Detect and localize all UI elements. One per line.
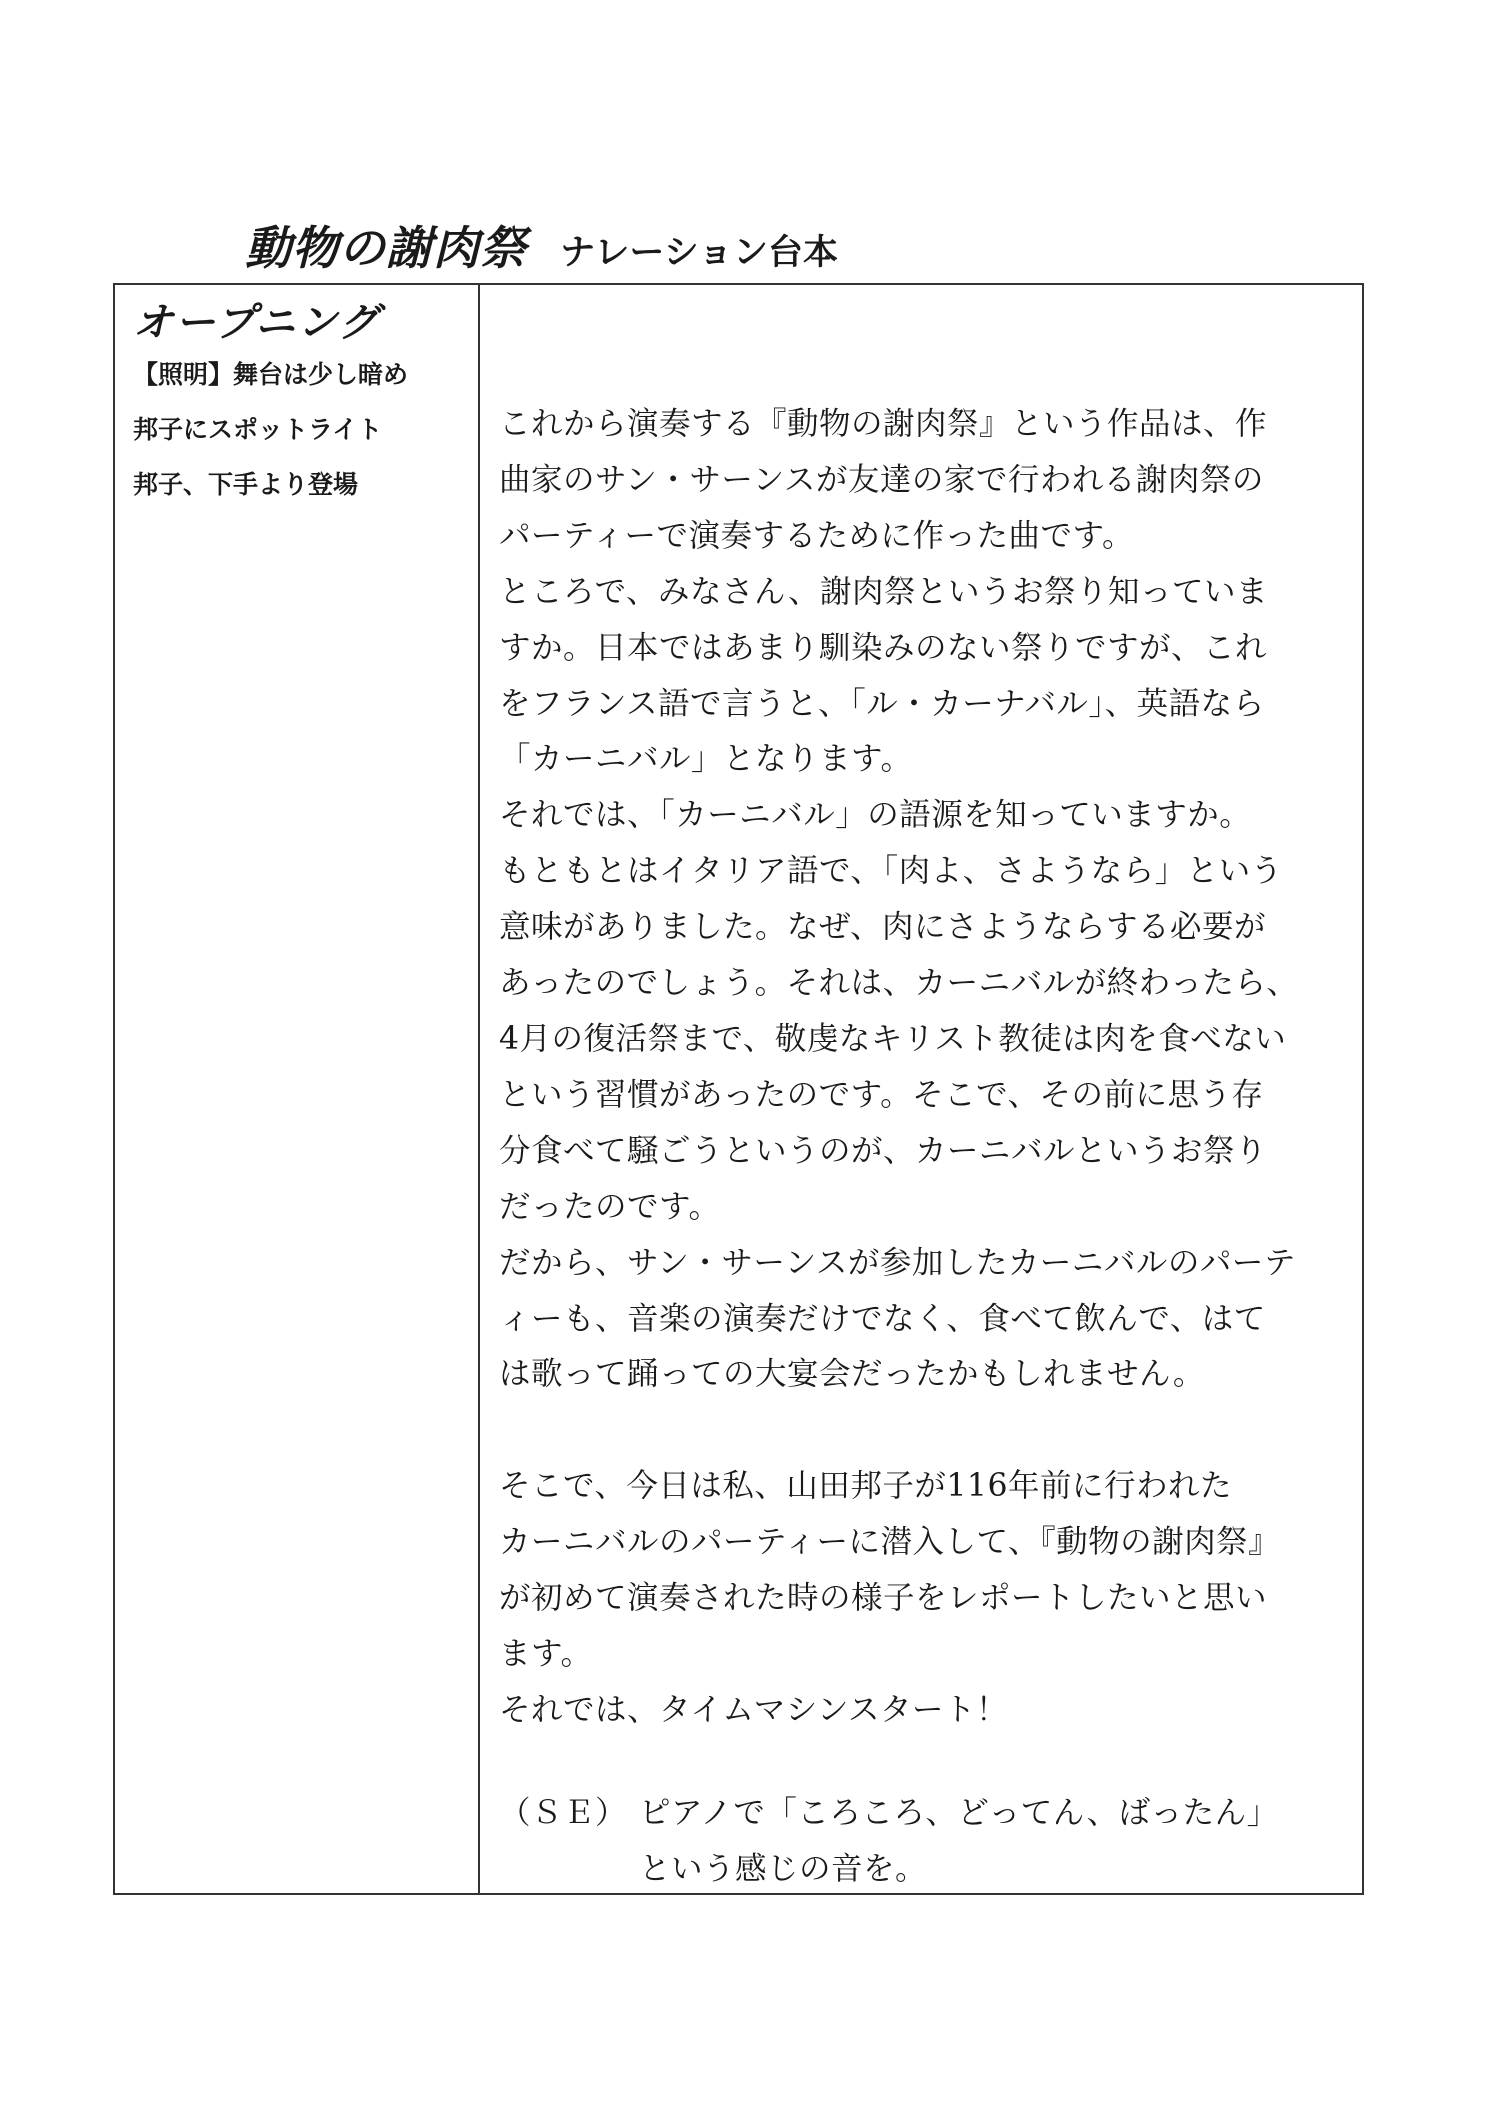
sound-effect-note <box>499 1785 1279 1897</box>
sound-effect-label: （ＳＥ） <box>499 1795 628 1831</box>
sound-effect-line-2: という感じの音を。 <box>639 1851 928 1887</box>
narration-column <box>480 285 1362 1893</box>
narration-line: が初めて演奏された時の様子をレポートしたいと思い <box>499 1580 1268 1617</box>
stage-directions-column <box>115 285 480 1893</box>
narration-line: ところで、みなさん、謝肉祭というお祭り知っていま <box>499 573 1268 610</box>
cue-lighting: 【照明】舞台は少し暗め <box>133 360 409 389</box>
cue-entrance: 邦子、下手より登場 <box>133 470 359 499</box>
narration-line: 意味がありました。なぜ、肉にさようならする必要が <box>499 909 1267 946</box>
narration-line: という習慣があったのです。そこで、その前に思う存 <box>499 1076 1264 1113</box>
script-table <box>113 283 1364 1895</box>
title-subtitle: ナレーション台本 <box>560 233 838 273</box>
narration-line: あったのでしょう。それは、カーニバルが終わったら、 <box>499 965 1299 1002</box>
narration-line: だったのです。 <box>499 1188 721 1225</box>
narration-line: それでは、「カーニバル」の語源を知っていますか。 <box>499 797 1252 834</box>
cue-spotlight: 邦子にスポットライト <box>133 415 383 444</box>
narration-line: 曲家のサン・サーンスが友達の家で行われる謝肉祭の <box>499 461 1264 498</box>
sound-effect-line-1: ピアノで「ころころ、どってん、ばったん」 <box>639 1795 1279 1831</box>
narration-line: 分食べて騒ごうというのが、カーニバルというお祭り <box>499 1132 1268 1169</box>
narration-line: だから、サン・サーンスが参加したカーニバルのパーテ <box>499 1244 1296 1281</box>
document-title <box>245 212 838 278</box>
narration-line: は歌って踊っての大宴会だったかもしれません。 <box>499 1356 1205 1393</box>
narration-line: 「カーニバル」となります。 <box>499 741 913 778</box>
narration-line: ィーも、音楽の演奏だけでなく、食べて飲んで、はて <box>499 1300 1266 1337</box>
section-heading: オープニング <box>133 300 381 346</box>
narration-line: ます。 <box>499 1635 593 1672</box>
narration-line: カーニバルのパーティーに潜入して、『動物の謝肉祭』 <box>499 1524 1281 1561</box>
sound-effect-row <box>499 1785 1279 1841</box>
narration-line: それでは、タイムマシンスタート！ <box>499 1691 1009 1728</box>
narration-line: パーティーで演奏するために作った曲です。 <box>499 517 1134 554</box>
narration-blank-line <box>499 1403 1359 1459</box>
narration-line: をフランス語で言うと、「ル・カーナバル」、英語なら <box>499 685 1265 722</box>
narration-line: そこで、今日は私、山田邦子が116年前に行われた <box>499 1468 1232 1505</box>
narration-line: もともとはイタリア語で、「肉よ、さようなら」という <box>499 853 1283 890</box>
narration-line: すか。日本ではあまり馴染みのない祭りですが、これ <box>499 629 1268 666</box>
narration-text <box>499 397 1359 1739</box>
title-main: 動物の謝肉祭 <box>245 221 527 275</box>
narration-line: これから演奏する『動物の謝肉祭』という作品は、作 <box>499 406 1268 442</box>
narration-line: 4月の復活祭まで、敬虔なキリスト教徒は肉を食べない <box>499 1020 1287 1057</box>
